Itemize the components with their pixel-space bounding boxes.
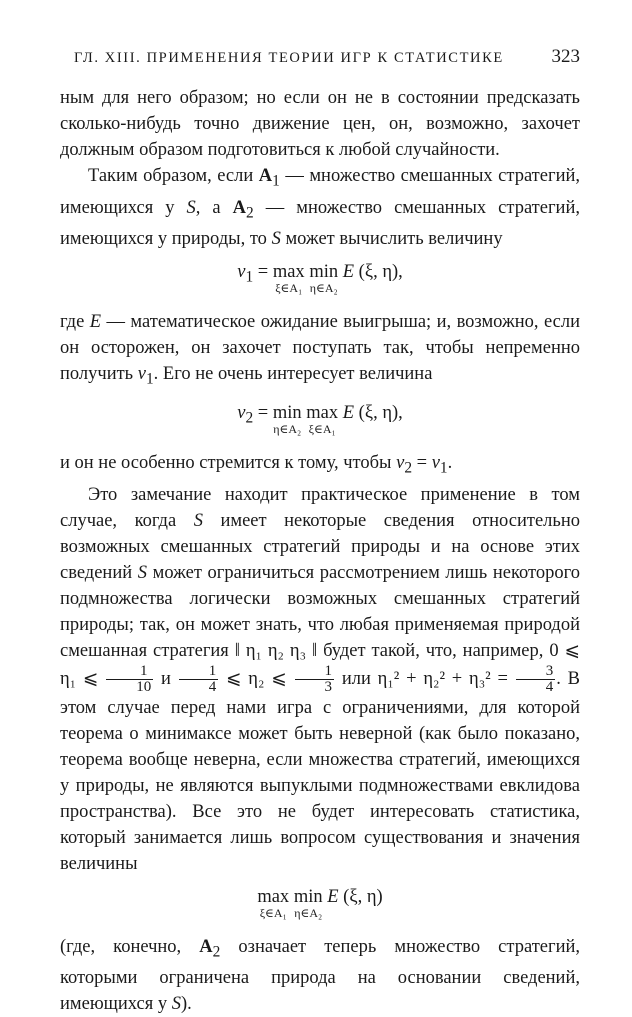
page-number: 323 xyxy=(551,46,580,67)
text-run: и xyxy=(154,668,178,689)
operator-name: min xyxy=(293,886,323,907)
subscript: 2 xyxy=(404,459,413,477)
denominator: 3 xyxy=(324,678,333,695)
text-run: или xyxy=(335,668,378,689)
formula-variable: v xyxy=(137,364,146,385)
subscript: 2 xyxy=(246,204,254,222)
formula-variable: v xyxy=(431,453,440,474)
operator-subscript: ξ∈A₁ xyxy=(308,422,336,437)
text-run: — множество смешанных стратегий, имеющихся у природы, то xyxy=(60,197,580,250)
subscript: 1 xyxy=(272,172,280,190)
formula-variable: v xyxy=(396,453,405,474)
fraction xyxy=(179,664,219,695)
operator-subscript: η∈A₂ xyxy=(294,905,323,920)
running-title: ГЛ. XIII. ПРИМЕНЕНИЯ ТЕОРИИ ИГР К СТАТИСТИКЕ xyxy=(74,50,504,66)
operator-subscript: η∈A₂ xyxy=(273,422,302,437)
text-run: , а xyxy=(195,197,233,218)
operator-name: max xyxy=(272,262,305,283)
paragraph-4 xyxy=(60,450,580,482)
numerator: 1 xyxy=(179,664,219,680)
text-run: имеет некоторые сведения относительно возможных смешанных стратегий природы и на основе этих сведений xyxy=(60,510,580,583)
set-symbol: A xyxy=(232,197,247,218)
text-run: — множество смешанных стратегий, имеющихся у xyxy=(60,166,580,218)
max-operator xyxy=(257,887,289,920)
statistician-symbol: S xyxy=(271,229,281,250)
text-run: может ограничиться рассмотрением лишь некоторого подмножества логически возможных смешанных стратегий природы; так, он может знать, что любая применяемая природой смешанная стратегия xyxy=(60,562,580,661)
operator-subscript: ξ∈A₁ xyxy=(259,905,287,920)
statistician-symbol: S xyxy=(186,197,196,218)
operator-subscript: η∈A₂ xyxy=(309,281,338,296)
set-symbol: A xyxy=(258,166,273,186)
function-args: (ξ, η), xyxy=(354,403,403,424)
denominator: 4 xyxy=(208,678,217,695)
fraction xyxy=(295,664,335,695)
min-operator xyxy=(294,887,323,920)
numerator: 3 xyxy=(516,664,556,680)
page-header xyxy=(74,44,580,72)
text-run: . xyxy=(447,453,453,474)
text-run: . В этом случае перед нами игра с ограничениями, для которой теорема о минимаксе может быть неверной (как было показано, теорема вообще неверна, если множества стратегий, имеющихся у природы, не являются выпуклыми подмножествами евклидова пространства). Все это не будет интересовать статистика, который занимается лишь вопросом существования и значения величины xyxy=(60,668,580,874)
text-run: (где, конечно, xyxy=(60,936,200,957)
operator-name: max xyxy=(306,403,339,424)
strategy-vector: ‖ η₁ η₂ η₃ ‖ xyxy=(234,640,318,661)
text-run: где xyxy=(60,312,90,333)
paragraph-6 xyxy=(60,934,580,1017)
subscript: 1 xyxy=(439,459,448,477)
operator-subscript: ξ∈A₁ xyxy=(275,281,303,296)
denominator: 4 xyxy=(545,678,554,695)
statistician-symbol: S xyxy=(171,994,181,1015)
expectation-symbol: E xyxy=(342,262,355,283)
paragraph-1: ным для него образом; но если он не в состоянии предсказать сколько-нибудь точно движение цен, он, возможно, захочет должным образом подготовиться к любой случайности. xyxy=(60,88,580,160)
text-run: означает теперь множество стратегий, которыми ограничена природа на основании сведений, имеющихся у xyxy=(60,936,580,1015)
statistician-symbol: S xyxy=(193,510,203,531)
expectation-symbol: E xyxy=(327,886,339,907)
fraction xyxy=(516,664,556,695)
operator-name: min xyxy=(309,262,339,283)
operator-name: min xyxy=(272,403,302,424)
numerator: 1 xyxy=(295,664,335,680)
body-text xyxy=(60,85,580,1017)
text-run: и он не особенно стремится к тому, чтобы xyxy=(60,453,397,474)
formula-v1 xyxy=(60,262,580,295)
sum-of-squares: η₁² + η₂² + η₃² = xyxy=(377,668,515,689)
text-run: Таким образом, если xyxy=(88,166,259,186)
equals-sign: = xyxy=(412,453,432,474)
formula-variable: v xyxy=(237,262,246,283)
min-operator xyxy=(309,262,338,295)
text-run: . Его не очень интересует величина xyxy=(153,364,433,385)
min-operator xyxy=(273,403,302,436)
set-symbol: A xyxy=(199,936,213,957)
paragraph-3 xyxy=(60,309,580,393)
subscript: 1 xyxy=(145,371,154,389)
equals-sign: = xyxy=(253,262,273,283)
function-args: (ξ, η) xyxy=(338,886,383,907)
function-args: (ξ, η), xyxy=(354,262,403,283)
inequality: 0 ⩽ η₁ ⩽ xyxy=(60,640,580,689)
formula-variable: v xyxy=(237,403,246,424)
statistician-symbol: S xyxy=(137,562,147,583)
expectation-symbol: E xyxy=(342,403,355,424)
text-run: — математическое ожидание выигрыша; и, возможно, если он осторожен, он захочет поступать так, чтобы непременно получить xyxy=(60,312,580,385)
formula-maxmin xyxy=(60,887,580,920)
denominator: 10 xyxy=(136,678,152,695)
fraction xyxy=(106,664,153,695)
subscript: 1 xyxy=(245,269,254,287)
max-operator xyxy=(273,262,305,295)
inequality: ⩽ η₂ ⩽ xyxy=(219,668,294,689)
operator-name: max xyxy=(257,886,290,907)
paragraph-2 xyxy=(60,163,580,252)
formula-v2 xyxy=(60,403,580,436)
text-run: ). xyxy=(180,994,192,1015)
text-run: может вычислить величину xyxy=(280,229,503,250)
subscript: 2 xyxy=(212,943,221,961)
max-operator xyxy=(306,403,338,436)
equals-sign: = xyxy=(253,403,273,424)
paragraph-5 xyxy=(60,482,580,877)
text-run: будет такой, что, например, xyxy=(317,640,550,661)
subscript: 2 xyxy=(245,409,254,427)
text-run: Это замечание находит практическое применение в том случае, когда xyxy=(60,484,580,531)
numerator: 1 xyxy=(106,664,153,680)
expectation-symbol: E xyxy=(89,312,102,333)
